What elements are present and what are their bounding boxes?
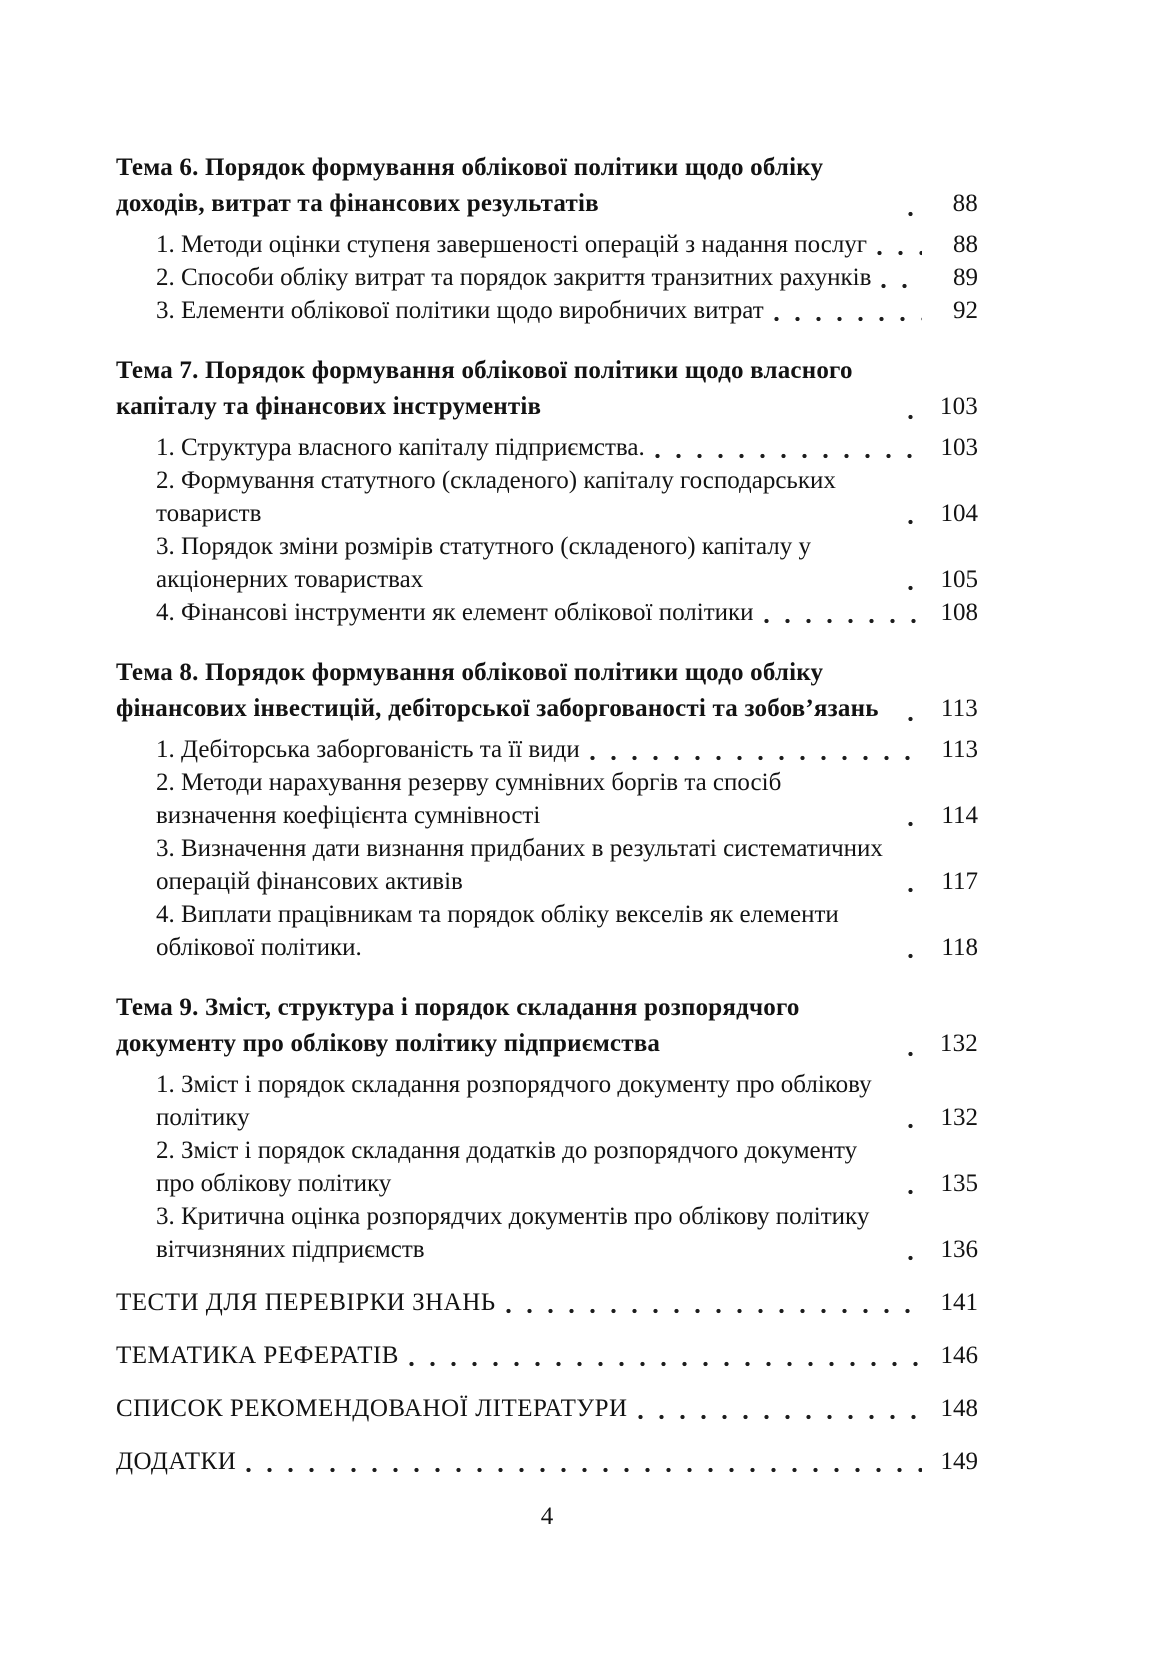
toc-backmatter-title: ТЕСТИ ДЛЯ ПЕРЕВІРКИ ЗНАНЬ [116,1289,496,1316]
table-of-contents [116,150,978,1478]
toc-subentry [116,431,978,464]
dot-leader [774,316,922,322]
toc-subentry-title: 2. Формування статутного (складеного) капіталу господарських товариств [156,467,836,527]
toc-subentry [116,1068,978,1134]
toc-heading-title: Тема 8. Порядок формування облікової політики щодо обліку фінансових інвестицій, дебіторської заборгованості та зобов’язань [116,659,879,722]
toc-subentry [116,766,978,832]
toc-page-number: 136 [940,1236,978,1263]
toc-heading-entry [116,990,978,1062]
toc-subentry [116,228,978,261]
toc-page-number: 146 [940,1342,978,1369]
toc-page-number: 88 [952,190,978,217]
toc-page-number: 148 [940,1395,978,1422]
toc-subentry-title: 1. Зміст і порядок складання розпорядчого документу про облікову політику [156,1071,872,1131]
toc-subentry [116,832,978,898]
toc-subentries [116,1068,978,1266]
toc-subentry [116,1200,978,1266]
page-footer [116,1500,978,1533]
toc-page-number: 92 [953,297,978,324]
toc-subentry [116,898,978,964]
dot-leader [246,1467,922,1473]
toc-heading-entry [116,655,978,727]
toc-subentry [116,261,978,294]
toc-page-number: 113 [941,736,978,763]
dot-leader [908,953,922,959]
dot-leader [764,618,922,624]
toc-subentries [116,733,978,964]
dot-leader [908,887,922,893]
toc-heading-entry [116,353,978,425]
toc-page-number: 149 [940,1448,978,1475]
toc-heading-title: Тема 6. Порядок формування облікової політики щодо обліку доходів, витрат та фінансових результатів [116,154,824,217]
dot-leader [590,755,922,761]
toc-page-number: 118 [941,934,978,961]
dot-leader [877,250,922,256]
toc-backmatter-entry [116,1286,978,1319]
toc-backmatter-entry [116,1445,978,1478]
toc-backmatter-title: ДОДАТКИ [116,1448,237,1475]
toc-page-number: 141 [940,1289,978,1316]
toc-page-number: 113 [940,695,978,722]
toc-subentry-title: 1. Методи оцінки ступеня завершеності операцій з надання послуг [156,231,868,258]
toc-subentry-title: 3. Критична оцінка розпорядчих документів про облікову політику вітчизняних підприємств [156,1203,870,1263]
dot-leader [908,1051,922,1057]
toc-subentry [116,530,978,596]
dot-leader [409,1361,922,1367]
toc-subentry-title: 2. Зміст і порядок складання додатків до розпорядчого документу про облікову політику [156,1137,858,1197]
toc-subentry-title: 1. Структура власного капіталу підприємства. [156,434,645,461]
folio-page-number: 4 [540,1503,554,1530]
toc-backmatter-entry [116,1392,978,1425]
toc-page-number: 103 [940,434,978,461]
toc-backmatter-entry [116,1339,978,1372]
toc-page-number: 117 [941,868,978,895]
toc-subentry [116,464,978,530]
dot-leader [908,585,922,591]
toc-subentry-title: 3. Визначення дати визнання придбаних в результаті систематичних операцій фінансових активів [156,835,883,895]
toc-subentry-title: 3. Елементи облікової політики щодо виробничих витрат [156,297,764,324]
dot-leader [908,519,922,525]
toc-subentries [116,431,978,629]
dot-leader [908,211,922,217]
toc-page-number: 108 [940,599,978,626]
toc-subentry [116,733,978,766]
toc-subentry-title: 4. Виплати працівникам та порядок обліку векселів як елементи облікової політики. [156,901,839,961]
toc-heading-title: Тема 9. Зміст, структура і порядок складання розпорядчого документу про облікову політику підприємства [116,994,800,1057]
dot-leader [908,716,922,722]
dot-leader [908,414,922,420]
toc-subentry-title: 4. Фінансові інструменти як елемент облікової політики [156,599,754,626]
toc-section-tema-9 [116,990,978,1266]
dot-leader [908,1255,922,1261]
dot-leader [908,1189,922,1195]
toc-back-matter [116,1286,978,1478]
toc-subentry-title: 3. Порядок зміни розмірів статутного (складеного) капіталу у акціонерних товариствах [156,533,811,593]
toc-backmatter-title: СПИСОК РЕКОМЕНДОВАНОЇ ЛІТЕРАТУРИ [116,1395,628,1422]
dot-leader [638,1414,922,1420]
toc-page-number: 135 [940,1170,978,1197]
toc-page-number: 132 [940,1104,978,1131]
dot-leader [908,821,922,827]
toc-section-tema-8 [116,655,978,964]
toc-section-tema-6 [116,150,978,327]
toc-subentries [116,228,978,327]
toc-subentry [116,596,978,629]
toc-page-number: 88 [953,231,978,258]
toc-subentry [116,294,978,327]
dot-leader [908,1123,922,1129]
toc-page-number: 105 [940,566,978,593]
toc-section-tema-7 [116,353,978,629]
toc-subentry-title: 2. Способи обліку витрат та порядок закриття транзитних рахунків [156,264,872,291]
toc-page-number: 89 [953,264,978,291]
toc-heading-entry [116,150,978,222]
toc-subentry [116,1134,978,1200]
dot-leader [655,453,922,459]
toc-subentry-title: 1. Дебіторська заборгованість та її види [156,736,580,763]
dot-leader [881,283,922,289]
toc-page-number: 132 [939,1030,978,1057]
toc-subentry-title: 2. Методи нарахування резерву сумнівних боргів та спосіб визначення коефіцієнта сумнівності [156,769,782,829]
toc-page-number: 104 [940,500,978,527]
dot-leader [506,1308,922,1314]
toc-page-number: 103 [939,393,978,420]
toc-heading-title: Тема 7. Порядок формування облікової політики щодо власного капіталу та фінансових інструментів [116,357,853,420]
toc-backmatter-title: ТЕМАТИКА РЕФЕРАТІВ [116,1342,399,1369]
toc-page-number: 114 [941,802,978,829]
